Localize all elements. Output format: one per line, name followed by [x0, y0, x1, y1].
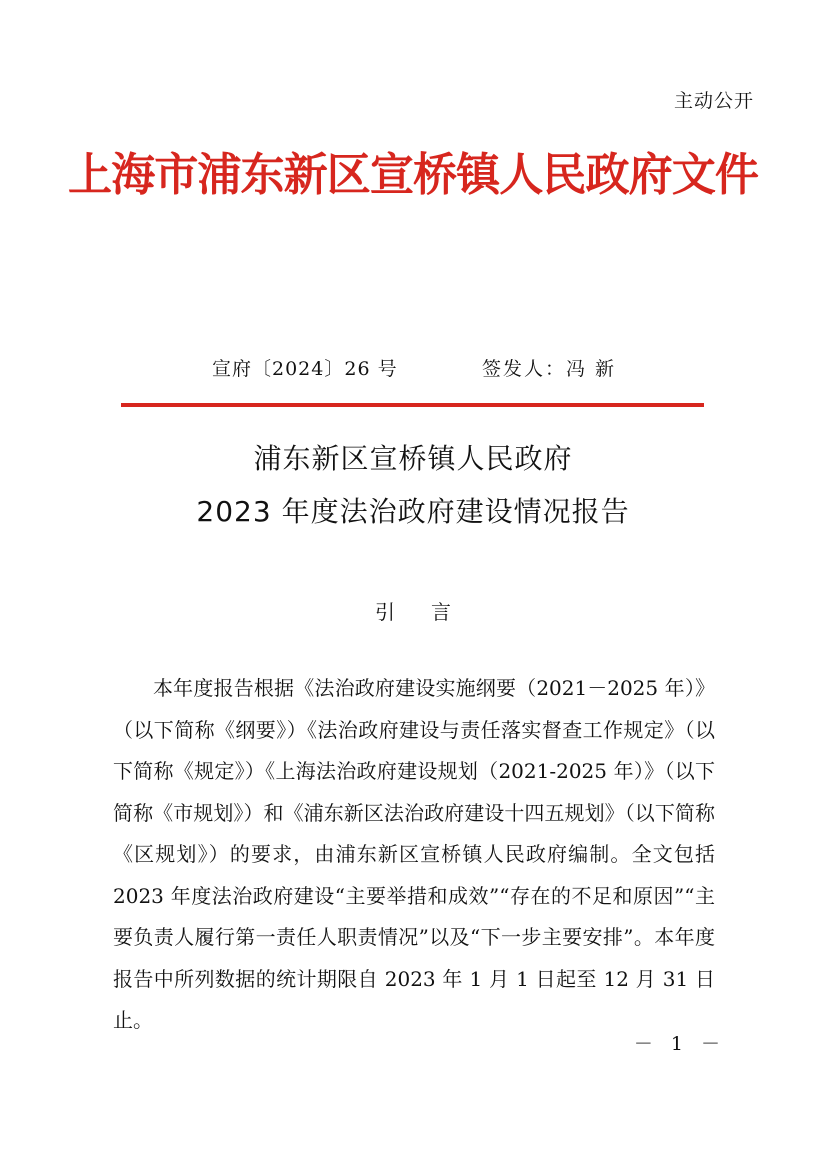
- report-title-line-2: 2023 年度法治政府建设情况报告: [196, 495, 630, 528]
- page-number: － 1 －: [633, 1033, 726, 1055]
- document-masthead: 上海市浦东新区宣桥镇人民政府文件: [68, 148, 758, 201]
- signer: 签发人：冯 新: [482, 358, 617, 380]
- introduction-heading: 引言: [375, 600, 487, 624]
- report-title-line-1: 浦东新区宣桥镇人民政府: [253, 442, 573, 475]
- introduction-paragraph: 本年度报告根据《法治政府建设实施纲要（2021－2025 年）》（以下简称《纲要》）《法治政府建设与责任落实督查工作规定》（以下简称《规定》）《上海法治政府建设规划（2021-2025 年）》（以下简称《市规划》）和《浦东新区法治政府建设十四五规划》（以下简称《区规划》）的要求，由浦东新区宣桥镇人民政府编制。全文包括 2023 年度法治政府建设“主要举措和成效”“存在的不足和原因”“主要负责人履行第一责任人职责情况”以及“下一步主要安排”。本年度报告中所列数据的统计期限自 2023 年 1 月 1 日起至 12 月 31 日止。: [113, 676, 715, 1032]
- disclosure-label: 主动公开: [673, 90, 754, 112]
- document-number: 宣府〔2024〕26 号: [212, 358, 398, 380]
- red-divider: [121, 403, 704, 407]
